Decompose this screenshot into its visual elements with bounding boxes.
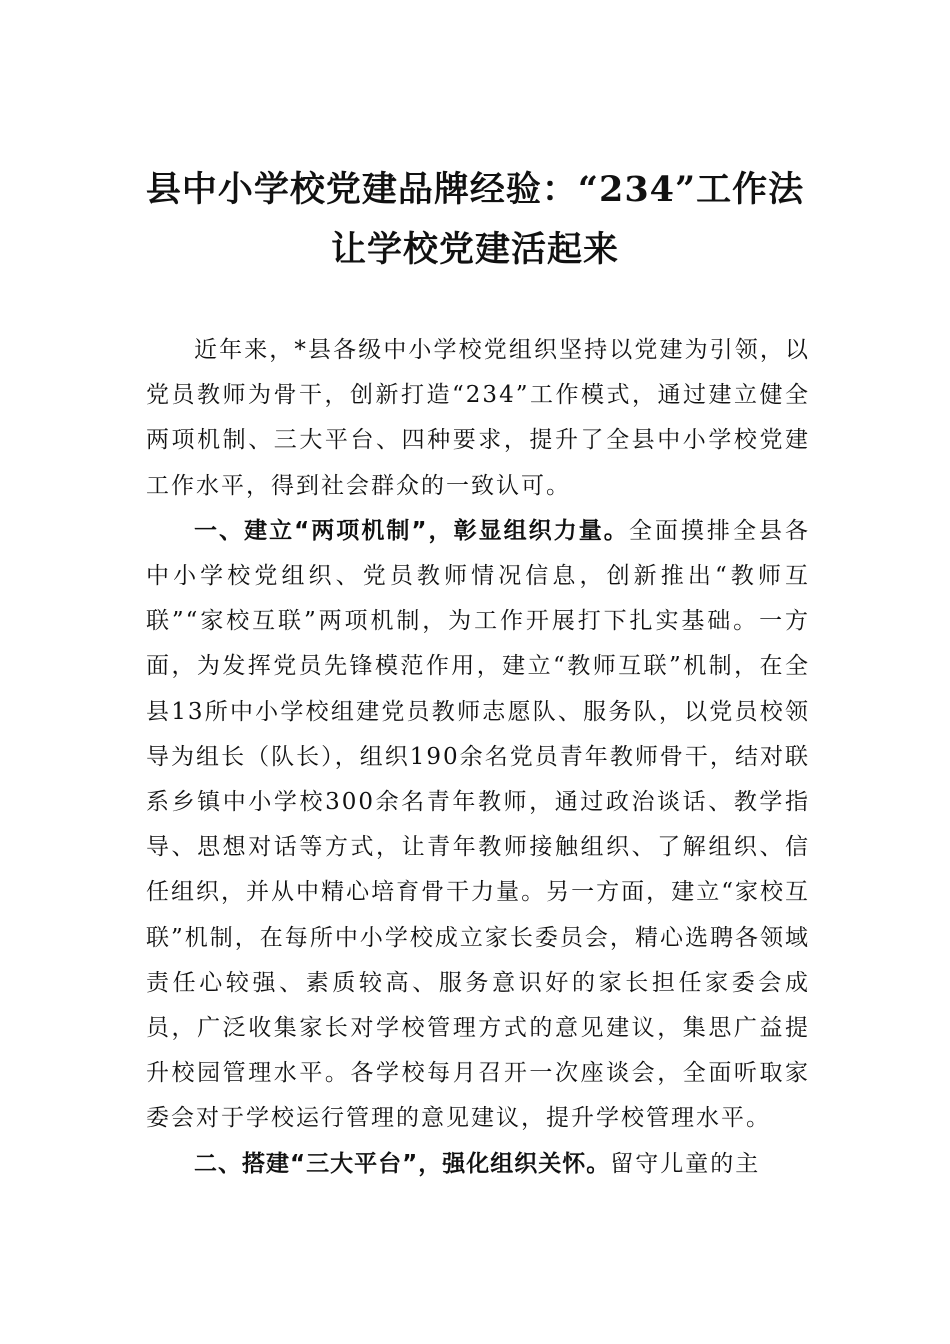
- document-title-line-2: 让学校党建活起来: [330, 229, 619, 270]
- document-title-line-1: 县中小学校党建品牌经验：“234”工作法: [145, 169, 805, 210]
- section-1-text: 全面摸排全县各中小学校党组织、党员教师情况信息，创新推出“教师互联”“家校互联”两项机制，为工作开展打下扎实基础。一方面，为发挥党员先锋模范作用，建立“教师互联”机制，在全县13所中小学校组建党员教师志愿队、服务队，以党员校领导为组长（队长），组织190余名党员青年教师骨干，结对联系乡镇中小学校300余名青年教师，通过政治谈话、教学指导、思想对话等方式，让青年教师接触组织、了解组织、信任组织，并从中精心培育骨干力量。另一方面，建立“家校互联”机制，在每所中小学校成立家长委员会，精心选聘各领域责任心较强、素质较高、服务意识好的家长担任家委会成员，广泛收集家长对学校管理方式的意见建议，集思广益提升校园管理水平。各学校每月召开一次座谈会，全面听取家委会对于学校运行管理的意见建议，提升学校管理水平。: [146, 517, 811, 1132]
- section-1-heading: 一、建立“两项机制”，彰显组织力量。: [194, 517, 629, 544]
- paragraph-section-2: [146, 1142, 810, 1187]
- document-body: [146, 328, 810, 1187]
- paragraph-section-1: [146, 509, 810, 1142]
- paragraph-intro-text: 近年来，*县各级中小学校党组织坚持以党建为引领，以党员教师为骨干，创新打造“234”工作模式，通过建立健全两项机制、三大平台、四种要求，提升了全县中小学校党建工作水平，得到社会群众的一致认可。: [146, 337, 810, 499]
- section-2-text: 留守儿童的主: [610, 1150, 761, 1177]
- section-2-heading: 二、搭建“三大平台”，强化组织关怀。: [194, 1150, 611, 1177]
- paragraph-intro: [146, 328, 810, 509]
